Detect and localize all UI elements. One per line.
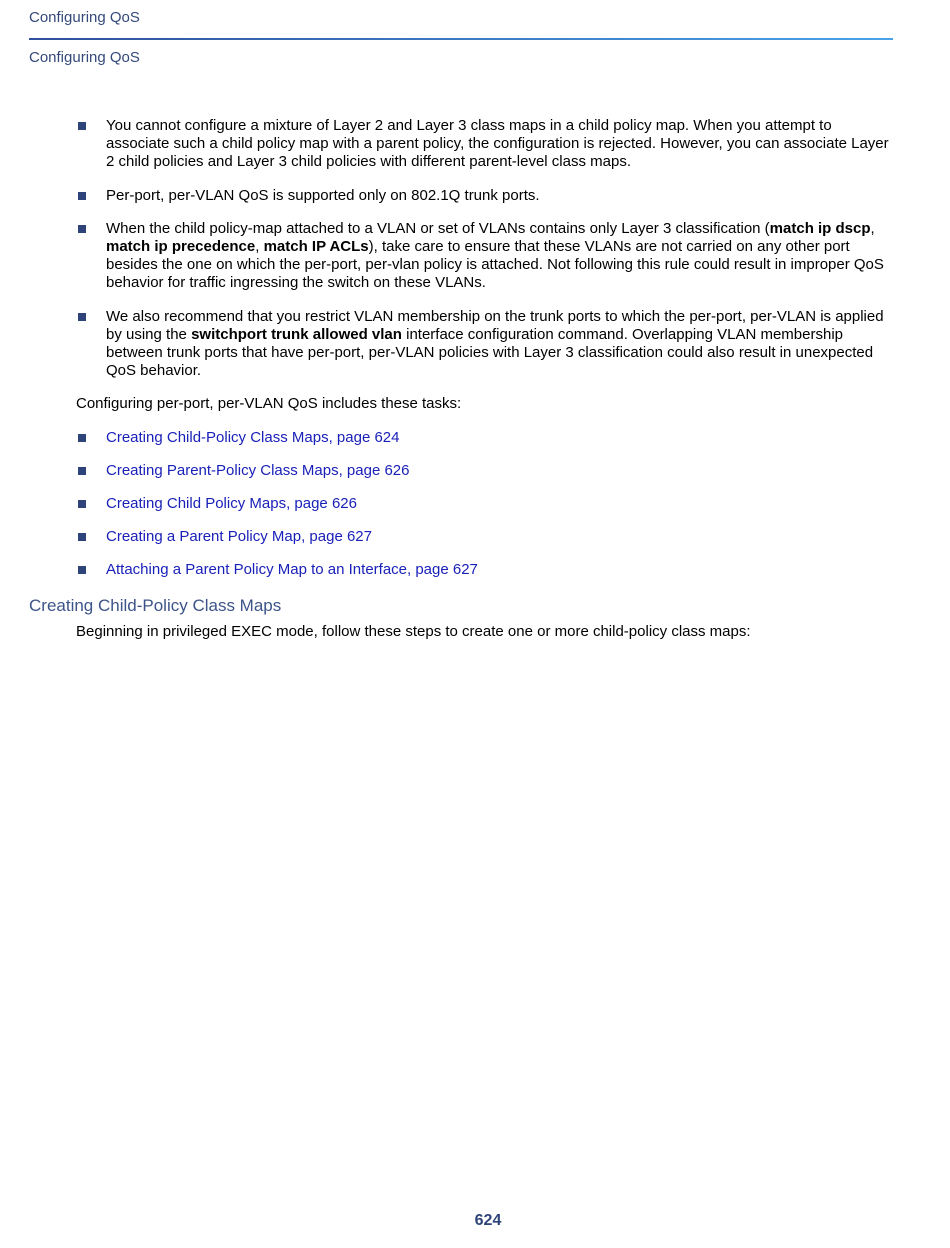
- note-text: When the child policy-map attached to a VLAN or set of VLANs contains only Layer 3 classification (: [106, 219, 770, 237]
- note-text: We also recommend that you restrict VLAN membership on the trunk ports to which the per-port, per-VLAN is applied by using the: [106, 307, 884, 343]
- task-link-child-class-maps[interactable]: Creating Child-Policy Class Maps, page 624: [106, 428, 400, 446]
- square-bullet-icon: [78, 122, 86, 130]
- section-paragraph: Beginning in privileged EXEC mode, follow these steps to create one or more child-policy class maps:: [76, 623, 751, 640]
- list-item: [76, 220, 894, 293]
- list-item: [76, 462, 894, 480]
- square-bullet-icon: [78, 434, 86, 442]
- list-item: [76, 561, 894, 579]
- task-link-child-policy-maps[interactable]: Creating Child Policy Maps, page 626: [106, 495, 357, 513]
- command-keyword: match IP ACLs: [263, 238, 369, 256]
- tasks-list: [76, 429, 894, 580]
- running-header-section: Configuring QoS: [29, 49, 140, 66]
- list-item: [76, 117, 894, 172]
- command-keyword: switchport trunk allowed vlan: [191, 325, 402, 343]
- square-bullet-icon: [78, 225, 86, 233]
- square-bullet-icon: [78, 313, 86, 321]
- task-link-parent-policy-map[interactable]: Creating a Parent Policy Map, page 627: [106, 528, 372, 546]
- restrictions-list: [76, 117, 894, 380]
- tasks-intro: Configuring per-port, per-VLAN QoS includes these tasks:: [76, 395, 462, 413]
- header-divider: [29, 38, 893, 40]
- list-item: [76, 495, 894, 513]
- task-link-attach-policy-map[interactable]: Attaching a Parent Policy Map to an Interface, page 627: [106, 561, 478, 579]
- page-number: 624: [474, 1212, 502, 1229]
- square-bullet-icon: [78, 467, 86, 475]
- task-link-parent-class-maps[interactable]: Creating Parent-Policy Class Maps, page 626: [106, 461, 410, 479]
- square-bullet-icon: [78, 192, 86, 200]
- note-text: Per-port, per-VLAN QoS is supported only on 802.1Q trunk ports.: [106, 186, 540, 204]
- list-item: [76, 308, 894, 381]
- list-item: [76, 528, 894, 546]
- command-keyword: match ip precedence: [106, 238, 256, 256]
- main-content: [76, 117, 894, 595]
- note-text: ), take care to ensure that these VLANs are not carried on any other port besides the one on which the per-port, per-vlan policy is attached. Not following this rule could result in improper QoS behavior for traffic ingressing the switch on these VLANs.: [106, 238, 884, 292]
- note-text: ,: [255, 238, 264, 256]
- note-text: ,: [870, 219, 875, 237]
- square-bullet-icon: [78, 500, 86, 508]
- section-heading: Creating Child-Policy Class Maps: [29, 596, 282, 615]
- command-keyword: match ip dscp: [769, 219, 871, 237]
- list-item: [76, 429, 894, 447]
- running-header-chapter: Configuring QoS: [29, 9, 140, 26]
- square-bullet-icon: [78, 533, 86, 541]
- note-text: interface configuration command. Overlapping VLAN membership between trunk ports that have per-port, per-VLAN policies with Layer 3 classification could also result in unexpected QoS behavior.: [106, 325, 874, 380]
- square-bullet-icon: [78, 566, 86, 574]
- note-text: You cannot configure a mixture of Layer 2 and Layer 3 class maps in a child policy map. When you attempt to associate such a child policy map with a parent policy, the configuration is rejected. However, you can associate Layer 2 child policies and Layer 3 child policies with different parent-level class maps.: [106, 117, 889, 171]
- list-item: [76, 187, 894, 205]
